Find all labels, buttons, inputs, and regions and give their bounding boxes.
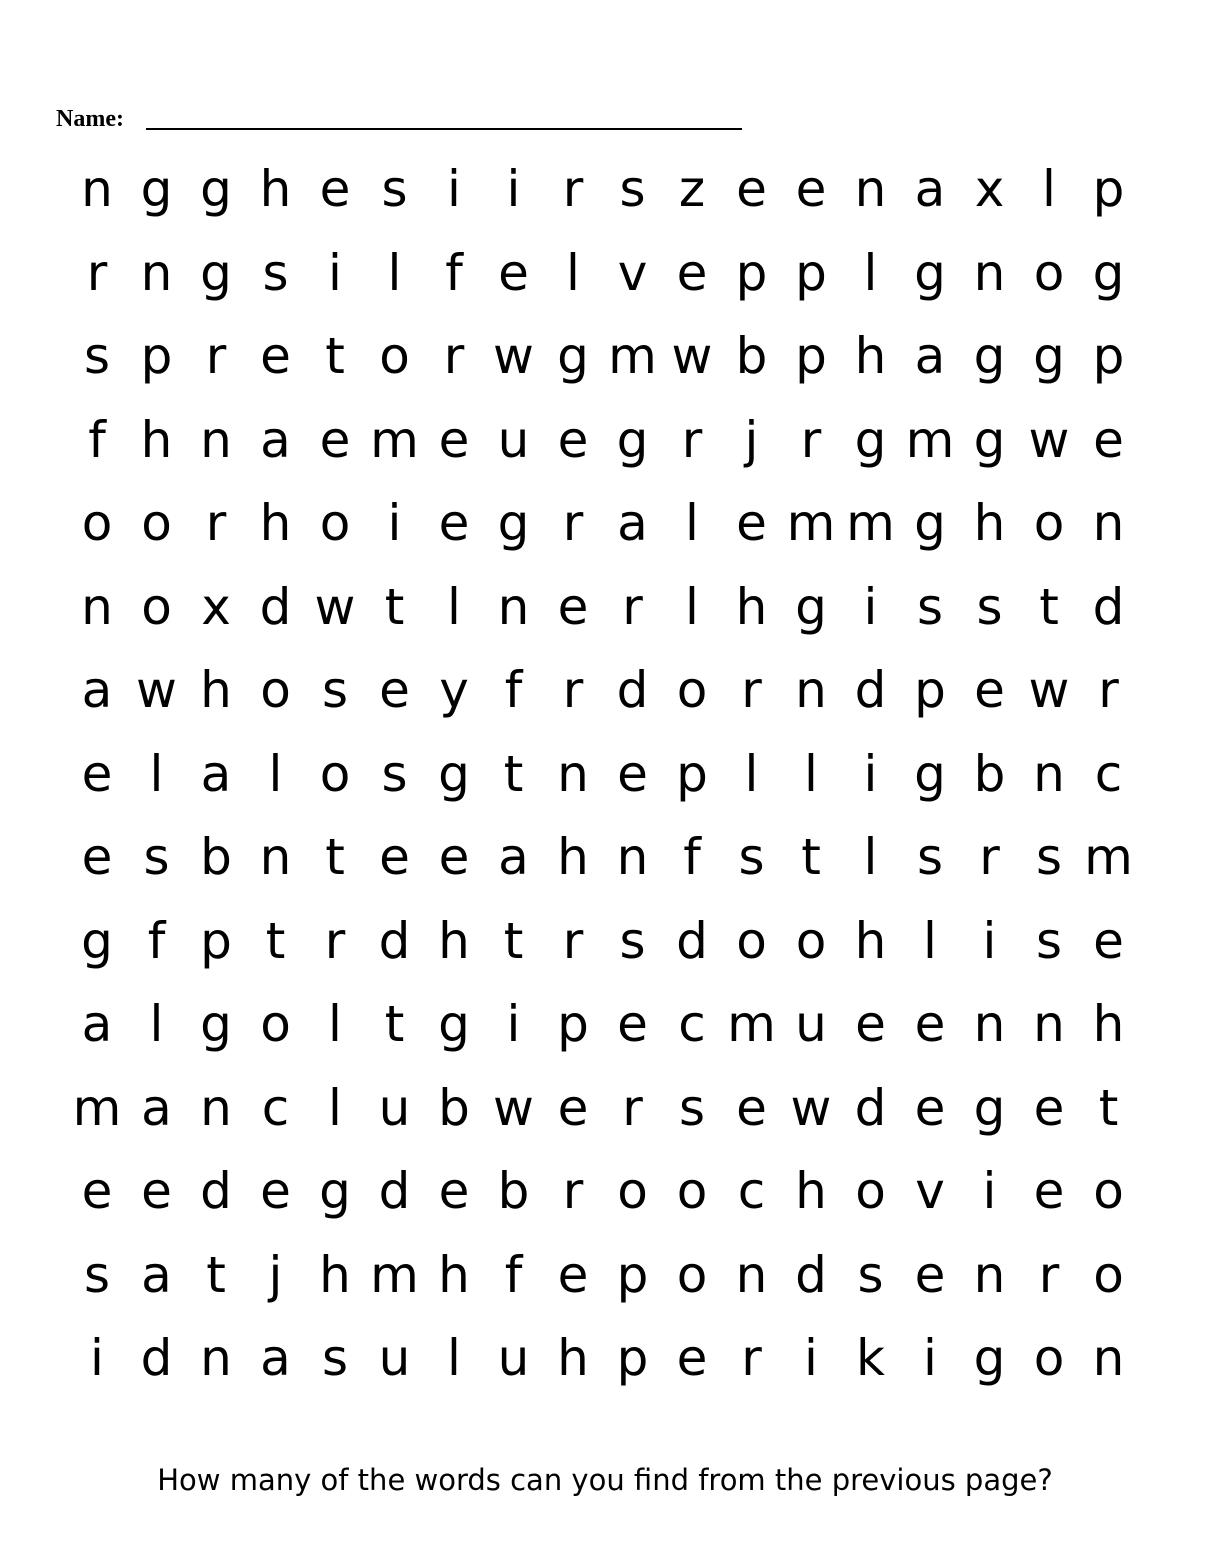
grid-letter[interactable]: o xyxy=(319,744,351,803)
grid-letter[interactable]: h xyxy=(1092,995,1125,1053)
grid-letter[interactable]: n xyxy=(259,828,292,886)
grid-letter[interactable]: o xyxy=(795,911,827,970)
grid-letter[interactable]: f xyxy=(504,1245,523,1304)
grid-letter[interactable]: f xyxy=(445,243,463,302)
grid-letter[interactable]: p xyxy=(795,327,827,385)
grid-letter[interactable]: e xyxy=(557,1245,589,1304)
grid-letter[interactable]: p xyxy=(1092,327,1125,385)
grid-letter[interactable]: t xyxy=(325,828,345,886)
grid-letter[interactable]: w xyxy=(790,1078,832,1137)
grid-letter[interactable]: a xyxy=(260,1329,291,1387)
grid-row xyxy=(67,482,1147,566)
grid-letter[interactable]: h xyxy=(735,577,768,636)
grid-letter[interactable]: o xyxy=(1093,1245,1124,1304)
grid-letter[interactable]: s xyxy=(1035,828,1063,886)
grid-letter[interactable]: e xyxy=(736,1078,767,1137)
grid-letter[interactable]: s xyxy=(321,1329,349,1387)
grid-letter[interactable]: s xyxy=(262,243,289,302)
grid-letter[interactable]: e xyxy=(1093,911,1124,970)
grid-letter[interactable]: i xyxy=(387,494,402,552)
grid-letter[interactable]: r xyxy=(622,1078,643,1137)
grid-letter[interactable]: n xyxy=(200,1329,232,1387)
grid-letter[interactable]: n xyxy=(1092,1329,1125,1387)
grid-letter[interactable]: s xyxy=(83,1245,111,1304)
grid-letter[interactable]: g xyxy=(319,1162,351,1220)
grid-letter[interactable]: t xyxy=(265,911,286,970)
grid-letter[interactable]: t xyxy=(1039,577,1059,636)
grid-letter[interactable]: o xyxy=(617,1162,648,1220)
grid-row xyxy=(67,983,1147,1067)
grid-letter[interactable]: i xyxy=(863,577,878,636)
grid-letter[interactable]: d xyxy=(854,661,887,719)
grid-letter[interactable]: g xyxy=(200,160,232,218)
grid-letter[interactable]: s xyxy=(619,911,646,970)
grid-letter[interactable]: s xyxy=(678,1078,706,1137)
grid-letter[interactable]: d xyxy=(378,911,411,970)
grid-letter[interactable]: l xyxy=(328,1078,342,1137)
grid-letter[interactable]: o xyxy=(260,661,291,719)
grid-letter[interactable]: c xyxy=(1094,744,1123,803)
grid-letter[interactable]: o xyxy=(676,1245,708,1304)
grid-letter[interactable]: l xyxy=(863,243,878,302)
grid-letter[interactable]: s xyxy=(381,744,408,803)
grid-letter[interactable]: a xyxy=(914,327,946,385)
grid-letter[interactable]: n xyxy=(557,744,589,803)
name-label: Name: xyxy=(56,106,124,132)
grid-letter[interactable]: r xyxy=(205,327,227,385)
grid-letter[interactable]: e xyxy=(617,995,648,1053)
grid-letter[interactable]: c xyxy=(261,1078,290,1137)
grid-letter[interactable]: g xyxy=(200,995,232,1053)
grid-letter[interactable]: m xyxy=(370,1245,419,1304)
grid-letter[interactable]: p xyxy=(914,661,946,719)
grid-letter[interactable]: g xyxy=(914,494,946,552)
grid-letter[interactable]: d xyxy=(676,911,708,970)
grid-letter[interactable]: h xyxy=(259,494,292,552)
grid-letter[interactable]: h xyxy=(795,1162,827,1220)
grid-letter[interactable]: o xyxy=(260,995,291,1053)
grid-letter[interactable]: f xyxy=(504,661,523,719)
grid-letter[interactable]: i xyxy=(863,744,878,803)
grid-letter[interactable]: s xyxy=(381,160,408,218)
grid-letter[interactable]: s xyxy=(619,160,646,218)
grid-letter[interactable]: j xyxy=(268,1245,283,1304)
grid-letter[interactable]: h xyxy=(259,160,292,218)
grid-letter[interactable]: r xyxy=(324,911,346,970)
grid-letter[interactable]: e xyxy=(498,243,529,302)
grid-letter[interactable]: g xyxy=(557,327,589,385)
grid-row xyxy=(67,1067,1147,1151)
grid-letter[interactable]: p xyxy=(676,744,708,803)
grid-letter[interactable]: o xyxy=(736,911,767,970)
grid-letter[interactable]: n xyxy=(1092,494,1125,552)
grid-letter[interactable]: e xyxy=(914,995,946,1053)
grid-letter[interactable]: m xyxy=(786,494,836,552)
grid-letter[interactable]: t xyxy=(801,828,821,886)
grid-letter[interactable]: b xyxy=(200,828,232,886)
grid-letter[interactable]: e xyxy=(438,828,470,886)
grid-letter[interactable]: e xyxy=(1093,410,1124,469)
grid-row xyxy=(67,900,1147,984)
grid-letter[interactable]: n xyxy=(140,243,173,302)
grid-letter[interactable]: h xyxy=(854,911,887,970)
grid-letter[interactable]: r xyxy=(741,661,762,719)
grid-letter[interactable]: o xyxy=(141,494,172,552)
grid-letter[interactable]: o xyxy=(1033,243,1065,302)
grid-letter[interactable]: o xyxy=(1033,1329,1065,1387)
grid-letter[interactable]: d xyxy=(854,1078,887,1137)
grid-letter[interactable]: a xyxy=(200,744,232,803)
grid-letter[interactable]: t xyxy=(503,911,524,970)
grid-letter[interactable]: s xyxy=(738,828,765,886)
grid-letter[interactable]: i xyxy=(506,160,521,218)
grid-letter[interactable]: e xyxy=(676,1329,708,1387)
grid-letter[interactable]: u xyxy=(497,1329,530,1387)
grid-letter[interactable]: s xyxy=(857,1245,884,1304)
grid-row xyxy=(67,649,1147,733)
grid-letter[interactable]: r xyxy=(1098,661,1119,719)
grid-letter[interactable]: o xyxy=(141,577,172,636)
grid-letter[interactable]: m xyxy=(846,494,895,552)
grid-letter[interactable]: e xyxy=(81,744,113,803)
grid-letter[interactable]: a xyxy=(498,828,529,886)
grid-letter[interactable]: i xyxy=(506,995,521,1053)
grid-letter[interactable]: e xyxy=(914,1078,946,1137)
grid-letter[interactable]: n xyxy=(973,1245,1006,1304)
grid-letter[interactable]: g xyxy=(1092,243,1125,302)
grid-row xyxy=(67,1317,1147,1401)
grid-row xyxy=(67,816,1147,900)
grid-letter[interactable]: g xyxy=(200,243,232,302)
grid-letter[interactable]: g xyxy=(1033,327,1065,385)
grid-letter[interactable]: n xyxy=(200,410,232,469)
grid-letter[interactable]: i xyxy=(447,160,461,218)
grid-letter[interactable]: l xyxy=(447,577,461,636)
grid-letter[interactable]: d xyxy=(616,661,649,719)
grid-letter[interactable]: i xyxy=(90,1329,104,1387)
grid-letter[interactable]: e xyxy=(795,160,827,218)
grid-letter[interactable]: o xyxy=(676,1162,708,1220)
grid-letter[interactable]: e xyxy=(379,828,410,886)
grid-letter[interactable]: w xyxy=(671,327,713,385)
grid-letter[interactable]: g xyxy=(973,1329,1006,1387)
grid-letter[interactable]: r xyxy=(205,494,227,552)
grid-letter[interactable]: o xyxy=(319,494,351,552)
grid-letter[interactable]: r xyxy=(562,160,584,218)
grid-letter[interactable]: l xyxy=(923,911,937,970)
grid-letter[interactable]: s xyxy=(321,661,349,719)
grid-letter[interactable]: b xyxy=(438,1078,470,1137)
grid-letter[interactable]: n xyxy=(1033,995,1065,1053)
grid-row xyxy=(67,399,1147,483)
grid-letter[interactable]: e xyxy=(557,410,589,469)
grid-letter[interactable]: o xyxy=(1093,1162,1124,1220)
grid-letter[interactable]: w xyxy=(493,327,534,385)
grid-letter[interactable]: h xyxy=(438,1245,470,1304)
grid-letter[interactable]: l xyxy=(328,995,342,1053)
grid-letter[interactable]: f xyxy=(147,911,166,970)
name-row xyxy=(56,100,756,140)
grid-letter[interactable]: n xyxy=(854,160,887,218)
grid-letter[interactable]: o xyxy=(855,1162,886,1220)
grid-letter[interactable]: g xyxy=(81,911,113,970)
grid-letter[interactable]: i xyxy=(804,1329,818,1387)
grid-letter[interactable]: w xyxy=(1028,661,1070,719)
grid-letter[interactable]: g xyxy=(497,494,530,552)
grid-letter[interactable]: f xyxy=(88,410,106,469)
grid-letter[interactable]: p xyxy=(200,911,232,970)
grid-letter[interactable]: d xyxy=(1092,577,1125,636)
grid-letter[interactable]: n xyxy=(497,577,530,636)
grid-letter[interactable]: r xyxy=(86,243,108,302)
grid-letter[interactable]: s xyxy=(976,577,1003,636)
grid-letter[interactable]: r xyxy=(562,1162,584,1220)
grid-letter[interactable]: n xyxy=(81,160,113,218)
grid-letter[interactable]: p xyxy=(140,327,173,385)
grid-letter[interactable]: e xyxy=(855,995,886,1053)
grid-letter[interactable]: l xyxy=(685,577,699,636)
grid-letter[interactable]: l xyxy=(1042,160,1056,218)
grid-letter[interactable]: m xyxy=(905,410,955,469)
grid-letter[interactable]: a xyxy=(141,1245,172,1304)
grid-letter[interactable]: n xyxy=(81,577,113,636)
grid-letter[interactable]: e xyxy=(379,661,410,719)
grid-letter[interactable]: n xyxy=(795,661,827,719)
grid-letter[interactable]: t xyxy=(1098,1078,1119,1137)
grid-letter[interactable]: r xyxy=(562,494,584,552)
grid-letter[interactable]: g xyxy=(914,243,946,302)
grid-letter[interactable]: x xyxy=(201,577,231,636)
grid-letter[interactable]: g xyxy=(973,410,1006,469)
grid-letter[interactable]: d xyxy=(200,1162,232,1220)
grid-letter[interactable]: i xyxy=(982,911,997,970)
grid-letter[interactable]: b xyxy=(497,1162,530,1220)
grid-letter[interactable]: s xyxy=(916,577,944,636)
grid-letter[interactable]: u xyxy=(378,1078,411,1137)
grid-letter[interactable]: e xyxy=(260,327,291,385)
grid-letter[interactable]: a xyxy=(260,410,291,469)
grid-letter[interactable]: r xyxy=(622,577,643,636)
grid-letter[interactable]: p xyxy=(616,1329,649,1387)
name-line[interactable] xyxy=(146,128,742,130)
grid-letter[interactable]: e xyxy=(319,410,351,469)
grid-letter[interactable]: s xyxy=(1035,911,1063,970)
grid-letter[interactable]: g xyxy=(795,577,827,636)
grid-row xyxy=(67,232,1147,316)
grid-letter[interactable]: p xyxy=(557,995,589,1053)
grid-letter[interactable]: a xyxy=(81,995,113,1053)
grid-letter[interactable]: u xyxy=(795,995,827,1053)
grid-letter[interactable]: h xyxy=(557,1329,589,1387)
grid-letter[interactable]: l xyxy=(744,744,759,803)
grid-letter[interactable]: p xyxy=(735,243,768,302)
grid-letter[interactable]: g xyxy=(854,410,887,469)
grid-letter[interactable]: i xyxy=(328,243,342,302)
grid-letter[interactable]: d xyxy=(795,1245,827,1304)
grid-letter[interactable]: h xyxy=(973,494,1006,552)
grid-letter[interactable]: b xyxy=(735,327,768,385)
grid-letter[interactable]: e xyxy=(617,744,648,803)
grid-letter[interactable]: r xyxy=(800,410,822,469)
grid-letter[interactable]: m xyxy=(72,1078,122,1137)
grid-letter[interactable]: w xyxy=(493,1078,534,1137)
grid-letter[interactable]: f xyxy=(683,828,701,886)
grid-letter[interactable]: e xyxy=(974,661,1005,719)
grid-letter[interactable]: l xyxy=(447,1329,461,1387)
grid-letter[interactable]: g xyxy=(616,410,649,469)
grid-letter[interactable]: a xyxy=(617,494,648,552)
grid-letter[interactable]: s xyxy=(916,828,944,886)
grid-letter[interactable]: e xyxy=(81,828,113,886)
grid-letter[interactable]: l xyxy=(566,243,580,302)
grid-letter[interactable]: l xyxy=(149,744,164,803)
grid-letter[interactable]: l xyxy=(387,243,402,302)
grid-row xyxy=(67,566,1147,650)
grid-letter[interactable]: r xyxy=(1038,1245,1060,1304)
grid-letter[interactable]: g xyxy=(973,327,1006,385)
grid-letter[interactable]: e xyxy=(438,1162,470,1220)
grid-letter[interactable]: g xyxy=(973,1078,1006,1137)
footer-question: How many of the words can you find from the previous page? xyxy=(157,1463,1053,1497)
grid-letter[interactable]: l xyxy=(149,995,164,1053)
grid-letter[interactable]: i xyxy=(923,1329,937,1387)
grid-letter[interactable]: h xyxy=(438,911,470,970)
grid-row xyxy=(67,1150,1147,1234)
grid-letter[interactable]: a xyxy=(81,661,113,719)
grid-letter[interactable]: r xyxy=(443,327,465,385)
grid-letter[interactable]: e xyxy=(438,494,470,552)
grid-letter[interactable]: t xyxy=(503,744,524,803)
grid-letter[interactable]: r xyxy=(681,410,703,469)
grid-letter[interactable]: d xyxy=(378,1162,411,1220)
grid-letter[interactable]: r xyxy=(741,1329,762,1387)
grid-letter[interactable]: l xyxy=(685,494,699,552)
grid-letter[interactable]: n xyxy=(616,828,649,886)
grid-letter[interactable]: l xyxy=(804,744,818,803)
grid-letter[interactable]: e xyxy=(557,577,589,636)
grid-letter[interactable]: m xyxy=(608,327,657,385)
grid-letter[interactable]: g xyxy=(438,995,470,1053)
grid-letter[interactable]: v xyxy=(915,1162,945,1220)
grid-letter[interactable]: l xyxy=(268,744,283,803)
grid-letter[interactable]: e xyxy=(141,1162,172,1220)
grid-letter[interactable]: m xyxy=(727,995,776,1053)
grid-letter[interactable]: n xyxy=(1033,744,1065,803)
grid-letter[interactable]: h xyxy=(557,828,589,886)
grid-letter[interactable]: h xyxy=(319,1245,351,1304)
grid-letter[interactable]: e xyxy=(557,1078,589,1137)
grid-row xyxy=(67,733,1147,817)
grid-letter[interactable]: s xyxy=(143,828,170,886)
grid-letter[interactable]: a xyxy=(914,160,946,218)
grid-letter[interactable]: d xyxy=(140,1329,173,1387)
grid-letter[interactable]: e xyxy=(1033,1162,1065,1220)
grid-letter[interactable]: c xyxy=(678,995,706,1053)
grid-letter[interactable]: e xyxy=(736,494,767,552)
grid-letter[interactable]: j xyxy=(744,410,759,469)
grid-letter[interactable]: e xyxy=(260,1162,291,1220)
grid-letter[interactable]: u xyxy=(497,410,530,469)
grid-letter[interactable]: n xyxy=(200,1078,232,1137)
grid-letter[interactable]: h xyxy=(854,327,887,385)
grid-letter[interactable]: o xyxy=(379,327,410,385)
grid-letter[interactable]: a xyxy=(141,1078,172,1137)
grid-letter[interactable]: p xyxy=(616,1245,649,1304)
grid-letter[interactable]: r xyxy=(979,828,1000,886)
grid-letter[interactable]: w xyxy=(136,661,177,719)
grid-letter[interactable]: v xyxy=(617,243,648,302)
grid-letter[interactable]: t xyxy=(206,1245,226,1304)
grid-letter[interactable]: t xyxy=(384,995,405,1053)
grid-letter[interactable]: m xyxy=(1084,828,1133,886)
grid-letter[interactable]: x xyxy=(974,160,1005,218)
grid-row xyxy=(67,1234,1147,1318)
grid-letter[interactable]: e xyxy=(676,243,708,302)
grid-letter[interactable]: k xyxy=(856,1329,885,1387)
grid-letter[interactable]: w xyxy=(1028,410,1070,469)
grid-letter[interactable]: y xyxy=(439,661,469,719)
grid-row xyxy=(67,315,1147,399)
grid-letter[interactable]: e xyxy=(81,1162,113,1220)
grid-letter[interactable]: g xyxy=(914,744,946,803)
grid-letter[interactable]: s xyxy=(83,327,111,385)
grid-letter[interactable]: u xyxy=(378,1329,411,1387)
grid-letter[interactable]: r xyxy=(562,911,584,970)
grid-letter[interactable]: h xyxy=(200,661,232,719)
grid-letter[interactable]: t xyxy=(325,327,345,385)
grid-letter[interactable]: n xyxy=(735,1245,768,1304)
grid-letter[interactable]: o xyxy=(81,494,113,552)
grid-letter[interactable]: g xyxy=(438,744,470,803)
grid-letter[interactable]: o xyxy=(676,661,708,719)
grid-letter[interactable]: e xyxy=(736,160,767,218)
grid-letter[interactable]: i xyxy=(982,1162,997,1220)
grid-letter[interactable]: e xyxy=(438,410,470,469)
grid-letter[interactable]: p xyxy=(795,243,827,302)
grid-letter[interactable]: d xyxy=(259,577,292,636)
grid-letter[interactable]: e xyxy=(1033,1078,1065,1137)
grid-letter[interactable]: n xyxy=(973,995,1006,1053)
grid-letter[interactable]: t xyxy=(384,577,405,636)
grid-letter[interactable]: p xyxy=(1092,160,1125,218)
grid-letter[interactable]: g xyxy=(140,160,173,218)
grid-letter[interactable]: e xyxy=(319,160,351,218)
grid-row xyxy=(67,148,1147,232)
grid-letter[interactable]: r xyxy=(562,661,584,719)
grid-letter[interactable]: m xyxy=(370,410,419,469)
word-search-grid xyxy=(67,148,1147,1401)
grid-letter[interactable]: h xyxy=(140,410,173,469)
grid-letter[interactable]: w xyxy=(314,577,356,636)
grid-letter[interactable]: n xyxy=(973,243,1006,302)
grid-letter[interactable]: e xyxy=(914,1245,946,1304)
grid-letter[interactable]: o xyxy=(1033,494,1065,552)
grid-letter[interactable]: z xyxy=(678,160,706,218)
grid-letter[interactable]: l xyxy=(863,828,878,886)
grid-letter[interactable]: b xyxy=(973,744,1006,803)
grid-letter[interactable]: c xyxy=(737,1162,766,1220)
